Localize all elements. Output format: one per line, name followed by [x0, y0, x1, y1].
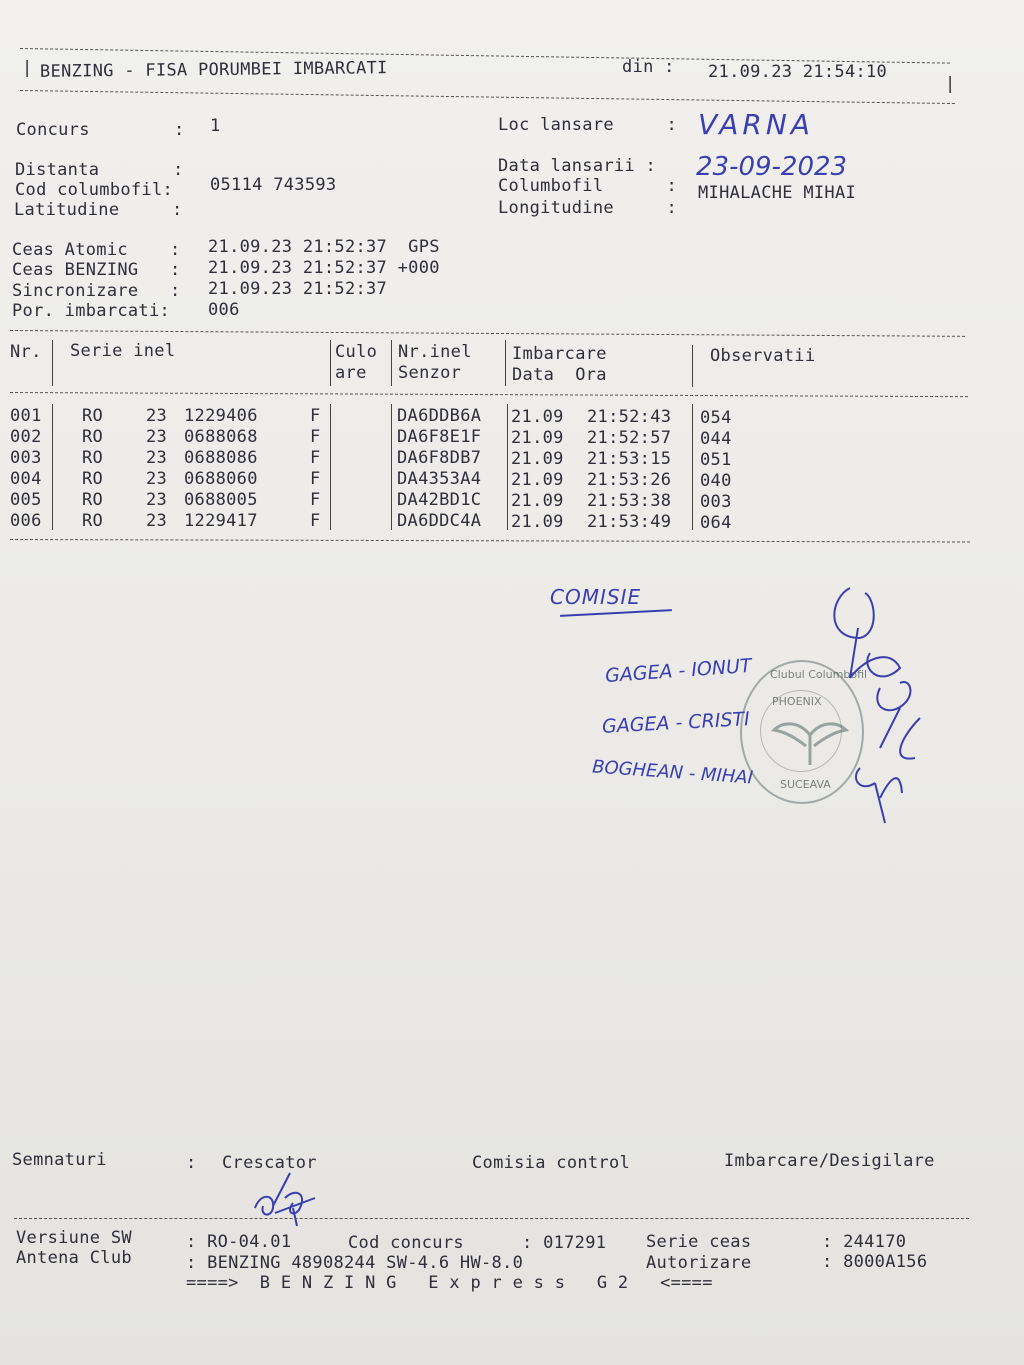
row-ring: 0688086 — [184, 448, 258, 468]
loc-lansare-value: VARNA — [698, 108, 814, 141]
comisie-underline — [560, 609, 672, 617]
row-date: 21.09 — [511, 470, 564, 490]
row-sex: F — [310, 406, 321, 426]
cod-columbofil-value: 05114 743593 — [210, 175, 337, 195]
row-time: 21:53:38 — [587, 491, 672, 511]
col-observatii-header: Observatii — [710, 346, 816, 366]
body-sep-4 — [507, 404, 508, 530]
handwritten-member-2: GAGEA - CRISTI — [601, 708, 751, 738]
col-culoare-header-2: are — [335, 363, 367, 383]
col-serie-header: Serie inel — [70, 341, 176, 361]
row-sensor: DA6F8DB7 — [397, 448, 482, 468]
header-sep-4 — [505, 340, 506, 386]
header-right-bar: | — [945, 74, 956, 94]
row-time: 21:52:57 — [587, 428, 672, 448]
row-sensor: DA6DDB6A — [397, 406, 482, 426]
header-sep-2 — [330, 340, 331, 386]
row-ring: 1229417 — [184, 511, 258, 531]
row-ring: 1229406 — [184, 406, 258, 426]
row-nr: 002 — [10, 427, 42, 447]
header-din-value: 21.09.23 21:54:10 — [708, 62, 888, 82]
row-obs: 044 — [700, 429, 732, 449]
row-sensor: DA6DDC4A — [397, 511, 482, 531]
row-country: RO — [82, 469, 104, 489]
row-country: RO — [82, 448, 104, 468]
col-imbarcare-header-2: Data Ora — [512, 365, 607, 385]
row-sex: F — [310, 469, 321, 489]
stamp-top-text: Clubul Columbofil — [770, 668, 868, 681]
row-sex: F — [310, 511, 321, 531]
cod-columbofil-label: Cod columbofil: — [15, 180, 174, 200]
row-date: 21.09 — [511, 491, 564, 511]
body-sep-2 — [330, 404, 331, 530]
longitudine-label: Longitudine : — [498, 198, 678, 218]
antena-value: : BENZING 48908244 SW-4.6 HW-8.0 — [186, 1253, 524, 1273]
row-ring: 0688060 — [184, 469, 258, 489]
semnaturi-label: Semnaturi — [12, 1150, 107, 1170]
handwritten-comisie: COMISIE — [550, 585, 642, 609]
cod-concurs-label: Cod concurs — [348, 1233, 464, 1253]
row-nr: 001 — [10, 406, 42, 426]
row-sex: F — [310, 448, 321, 468]
row-nr: 003 — [10, 448, 42, 468]
body-sep-3 — [391, 404, 392, 530]
row-date: 21.09 — [511, 407, 564, 427]
concurs-label: Concurs : — [16, 120, 185, 140]
row-nr: 005 — [10, 490, 42, 510]
row-country: RO — [82, 490, 104, 510]
columbofil-value: MIHALACHE MIHAI — [698, 183, 857, 203]
row-obs: 051 — [700, 450, 732, 470]
header-sep-3 — [391, 340, 392, 386]
col-nr-header: Nr. — [10, 342, 42, 362]
concurs-value: 1 — [210, 116, 221, 136]
row-year: 23 — [146, 427, 168, 447]
row-time: 21:53:49 — [587, 512, 672, 532]
sincronizare-label: Sincronizare : — [12, 281, 181, 301]
table-header-border — [10, 392, 968, 397]
semnaturi-sep: : — [186, 1153, 197, 1173]
row-date: 21.09 — [511, 428, 564, 448]
cod-concurs-value: : 017291 — [522, 1233, 607, 1253]
autorizare-value: : 8000A156 — [822, 1252, 928, 1272]
columbofil-label: Columbofil : — [498, 176, 678, 196]
row-year: 23 — [146, 490, 168, 510]
antena-label: Antena Club — [16, 1248, 132, 1268]
versiune-label: Versiune SW — [16, 1228, 132, 1248]
ceas-atomic-label: Ceas Atomic : — [12, 240, 181, 260]
distanta-label: Distanta : — [15, 160, 184, 180]
ceas-benzing-value: 21.09.23 21:52:37 +000 — [208, 258, 440, 278]
imbarcare-desigilare-label: Imbarcare/Desigilare — [724, 1151, 935, 1171]
row-country: RO — [82, 427, 104, 447]
header-left-bar: | — [22, 58, 33, 78]
row-ring: 0688068 — [184, 427, 258, 447]
row-time: 21:53:15 — [587, 449, 672, 469]
row-year: 23 — [146, 511, 168, 531]
data-lansarii-label: Data lansarii : — [498, 156, 657, 176]
row-sensor: DA6F8E1F — [397, 427, 482, 447]
col-culoare-header-1: Culo — [335, 342, 378, 362]
crescator-signature-icon — [245, 1168, 325, 1230]
row-country: RO — [82, 406, 104, 426]
row-ring: 0688005 — [184, 490, 258, 510]
row-year: 23 — [146, 469, 168, 489]
row-nr: 004 — [10, 469, 42, 489]
row-sex: F — [310, 427, 321, 447]
row-sensor: DA42BD1C — [397, 490, 482, 510]
row-sensor: DA4353A4 — [397, 469, 482, 489]
header-din-label: din : — [622, 57, 675, 77]
table-top-border — [10, 330, 965, 337]
serie-ceas-value: : 244170 — [822, 1232, 907, 1252]
col-nrinel-header-1: Nr.inel — [398, 342, 472, 362]
row-country: RO — [82, 511, 104, 531]
handwritten-member-1: GAGEA - IONUT — [604, 654, 753, 688]
serie-ceas-label: Serie ceas — [646, 1232, 752, 1252]
handwritten-member-3: BOGHEAN - MIHAI — [591, 756, 754, 789]
row-date: 21.09 — [511, 449, 564, 469]
data-lansarii-value: 23-09-2023 — [696, 152, 848, 182]
por-imbarcati-label: Por. imbarcati: — [12, 301, 171, 321]
row-year: 23 — [146, 406, 168, 426]
stamp-bottom-text: SUCEAVA — [780, 778, 831, 791]
ceas-benzing-label: Ceas BENZING : — [12, 260, 181, 280]
row-obs: 054 — [700, 408, 732, 428]
table-bottom-border — [10, 539, 970, 543]
col-nrinel-header-2: Senzor — [398, 363, 462, 383]
commission-signatures-icon — [820, 578, 940, 828]
versiune-value: : RO-04.01 — [186, 1232, 292, 1252]
autorizare-label: Autorizare — [646, 1253, 752, 1273]
row-year: 23 — [146, 448, 168, 468]
body-sep-5 — [692, 404, 693, 530]
row-sex: F — [310, 490, 321, 510]
body-sep-1 — [52, 404, 53, 530]
row-date: 21.09 — [511, 512, 564, 532]
header-bottom-border — [20, 90, 955, 104]
header-sep-5 — [692, 345, 693, 387]
header-sep-1 — [52, 340, 53, 386]
row-obs: 064 — [700, 513, 732, 533]
row-obs: 040 — [700, 471, 732, 491]
latitudine-label: Latitudine : — [14, 200, 183, 220]
crescator-label: Crescator — [222, 1153, 317, 1173]
benzing-brand-line: ====> B E N Z I N G E x p r e s s G 2 <==== — [186, 1273, 713, 1293]
header-title: BENZING - FISA PORUMBEI IMBARCATI — [39, 58, 388, 82]
footer-top-border — [14, 1218, 969, 1219]
ceas-atomic-value: 21.09.23 21:52:37 GPS — [208, 237, 440, 257]
row-time: 21:53:26 — [587, 470, 672, 490]
comisia-control-label: Comisia control — [472, 1153, 631, 1173]
row-nr: 006 — [10, 511, 42, 531]
loc-lansare-label: Loc lansare : — [498, 115, 678, 135]
row-obs: 003 — [700, 492, 732, 512]
por-imbarcati-value: 006 — [208, 300, 240, 320]
row-time: 21:52:43 — [587, 407, 672, 427]
col-imbarcare-header-1: Imbarcare — [512, 344, 607, 364]
sincronizare-value: 21.09.23 21:52:37 — [208, 279, 388, 299]
stamp-middle-text: PHOENIX — [772, 695, 822, 708]
